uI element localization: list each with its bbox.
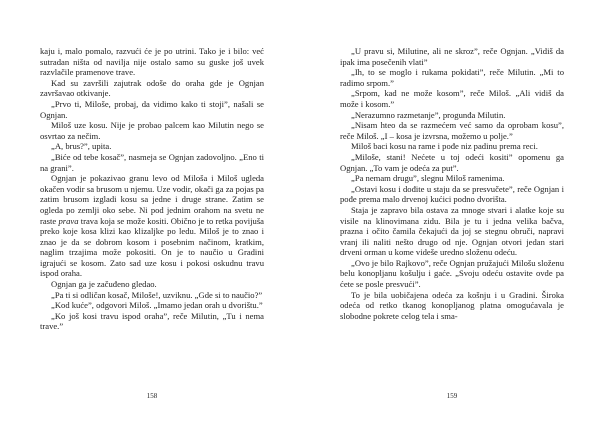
paragraph: „Pa nemam drugu”, slegnu Miloš ramenima. — [351, 173, 505, 184]
paragraph: „Ovo je bilo Rajkovo”, reče Ognjan pružajući Milošu složenu belu konopljanu košulju i gaće. „Svoju odeću ostavite ovde pa ćete se posle presvući”. — [340, 257, 564, 290]
paragraph: Staja je zapravo bila ostava za mnoge stvari i alatke koje su visile na klinovimana zidu. Bila je tu i jedna velika bačva, prazna i očito čamila čekajući da joj se stegnu obruči, napravi vranj ili naliti nešto drugo od nje. Ognjan otvori jedan stari drveni orman u kome videše uredno složenu odeću. — [340, 204, 564, 258]
paragraph: „Kod kuće”, odgovori Miloš. „Imamo jedan orah u dvorištu.” — [51, 300, 263, 311]
paragraph: „Srpom, kad ne može kosom”, reče Miloš. „Ali vidiš da može i kosom.” — [340, 88, 564, 109]
paragraph: „U pravu si, Milutine, ali ne skroz”, reče Ognjan. „Vidiš da ipak ima posečenih vlati” — [340, 46, 564, 67]
paragraph: „Nerazumno razmetanje”, progunđa Milutin. — [351, 109, 506, 120]
right-page — [300, 0, 600, 424]
paragraph: „A, brus?”, upita. — [51, 141, 112, 152]
paragraph: Miloš baci kosu na rame i pođe niz padinu prema reci. — [351, 141, 538, 152]
paragraph: To je bila uobičajena odeća za košnju i u Gradini. Široka odeća od retko tkanog konopljanog platna omogućavala je slobodne pokrete celog tela i sma- — [340, 289, 564, 321]
right-page-text — [340, 46, 564, 321]
paragraph: „Ih, to se moglo i rukama pokidati”, reče Milutin. „Mi to radimo srpom.” — [340, 67, 564, 88]
paragraph: „Pa ti si odličan kosač, Miloše!, uzviknu. „Gde si to naučio?” — [51, 289, 263, 300]
paragraph: „Prvo ti, Miloše, probaj, da vidimo kako ti stoji”, našali se Ognjan. — [40, 98, 264, 120]
page-number: 158 — [146, 392, 158, 400]
paragraph: „Biće od tebe kosač”, nasmeja se Ognjan zadovoljno. „Eno ti na grani”. — [40, 151, 264, 173]
paragraph: Ognjan ga je začuđeno gledao. — [51, 279, 157, 290]
left-page-text — [40, 46, 264, 332]
emphasis: prava — [58, 215, 79, 226]
paragraph: Kad su završili zajutrak odoše do oraha gde je Ognjan završavao otkivanje. — [40, 77, 264, 99]
page-number: 159 — [446, 392, 458, 400]
paragraph: „Miloše, stani! Nećete u toj odeći kositi” opomenu ga Ognjan. „To vam je odeća za put”. — [340, 151, 564, 173]
paragraph: „Nisam hteo da se razmećem već samo da oprobam kosu”, reče Miloš. „I – kosa je izvrsna, možemo u polje.” — [340, 120, 564, 141]
paragraph: Miloš uze kosu. Nije je probao palcem kao Milutin nego se osvrtao za nečim. — [40, 120, 264, 141]
paragraph: Ognjan je pokazivao granu levo od Miloša i Miloš ugleda okačen vodir sa brusom u njemu. Uze vodir, okači ga za pojas pa zatim brusom izgladi kosu sa jedne i druge strane. Zatim se ogleda po zemlji oko sebe. Ni pod jednim orahom na svetu ne raste prava trava koja se može kositi. Obično je to retka povijuša preko koje kosa klizi kao klizaljke po ledu. Miloš je to znao i znao je da se dobrom kosom i posebnim načinom, kratkim, naglim trzajima može pokositi. On je to naučio u Gradini igrajući se kosom. Zato sad uze kosu i pokosi oskudnu travu ispod oraha. — [40, 173, 264, 279]
paragraph: „Ko još kosi travu ispod oraha”, reče Milutin, „Tu i nema trave.” — [40, 310, 264, 332]
paragraph: „Ostavi kosu i dođite u staju da se presvučete”, reče Ognjan i pođe prema malo drvenoj kućici podno dvorišta. — [340, 183, 564, 205]
paragraph: kaju i, malo pomalo, razvući će je po utrini. Tako je i bilo: već sutradan ništa od navilja nije ostalo samo su guske još uvek razvlačile pramenove trave. — [40, 46, 264, 78]
